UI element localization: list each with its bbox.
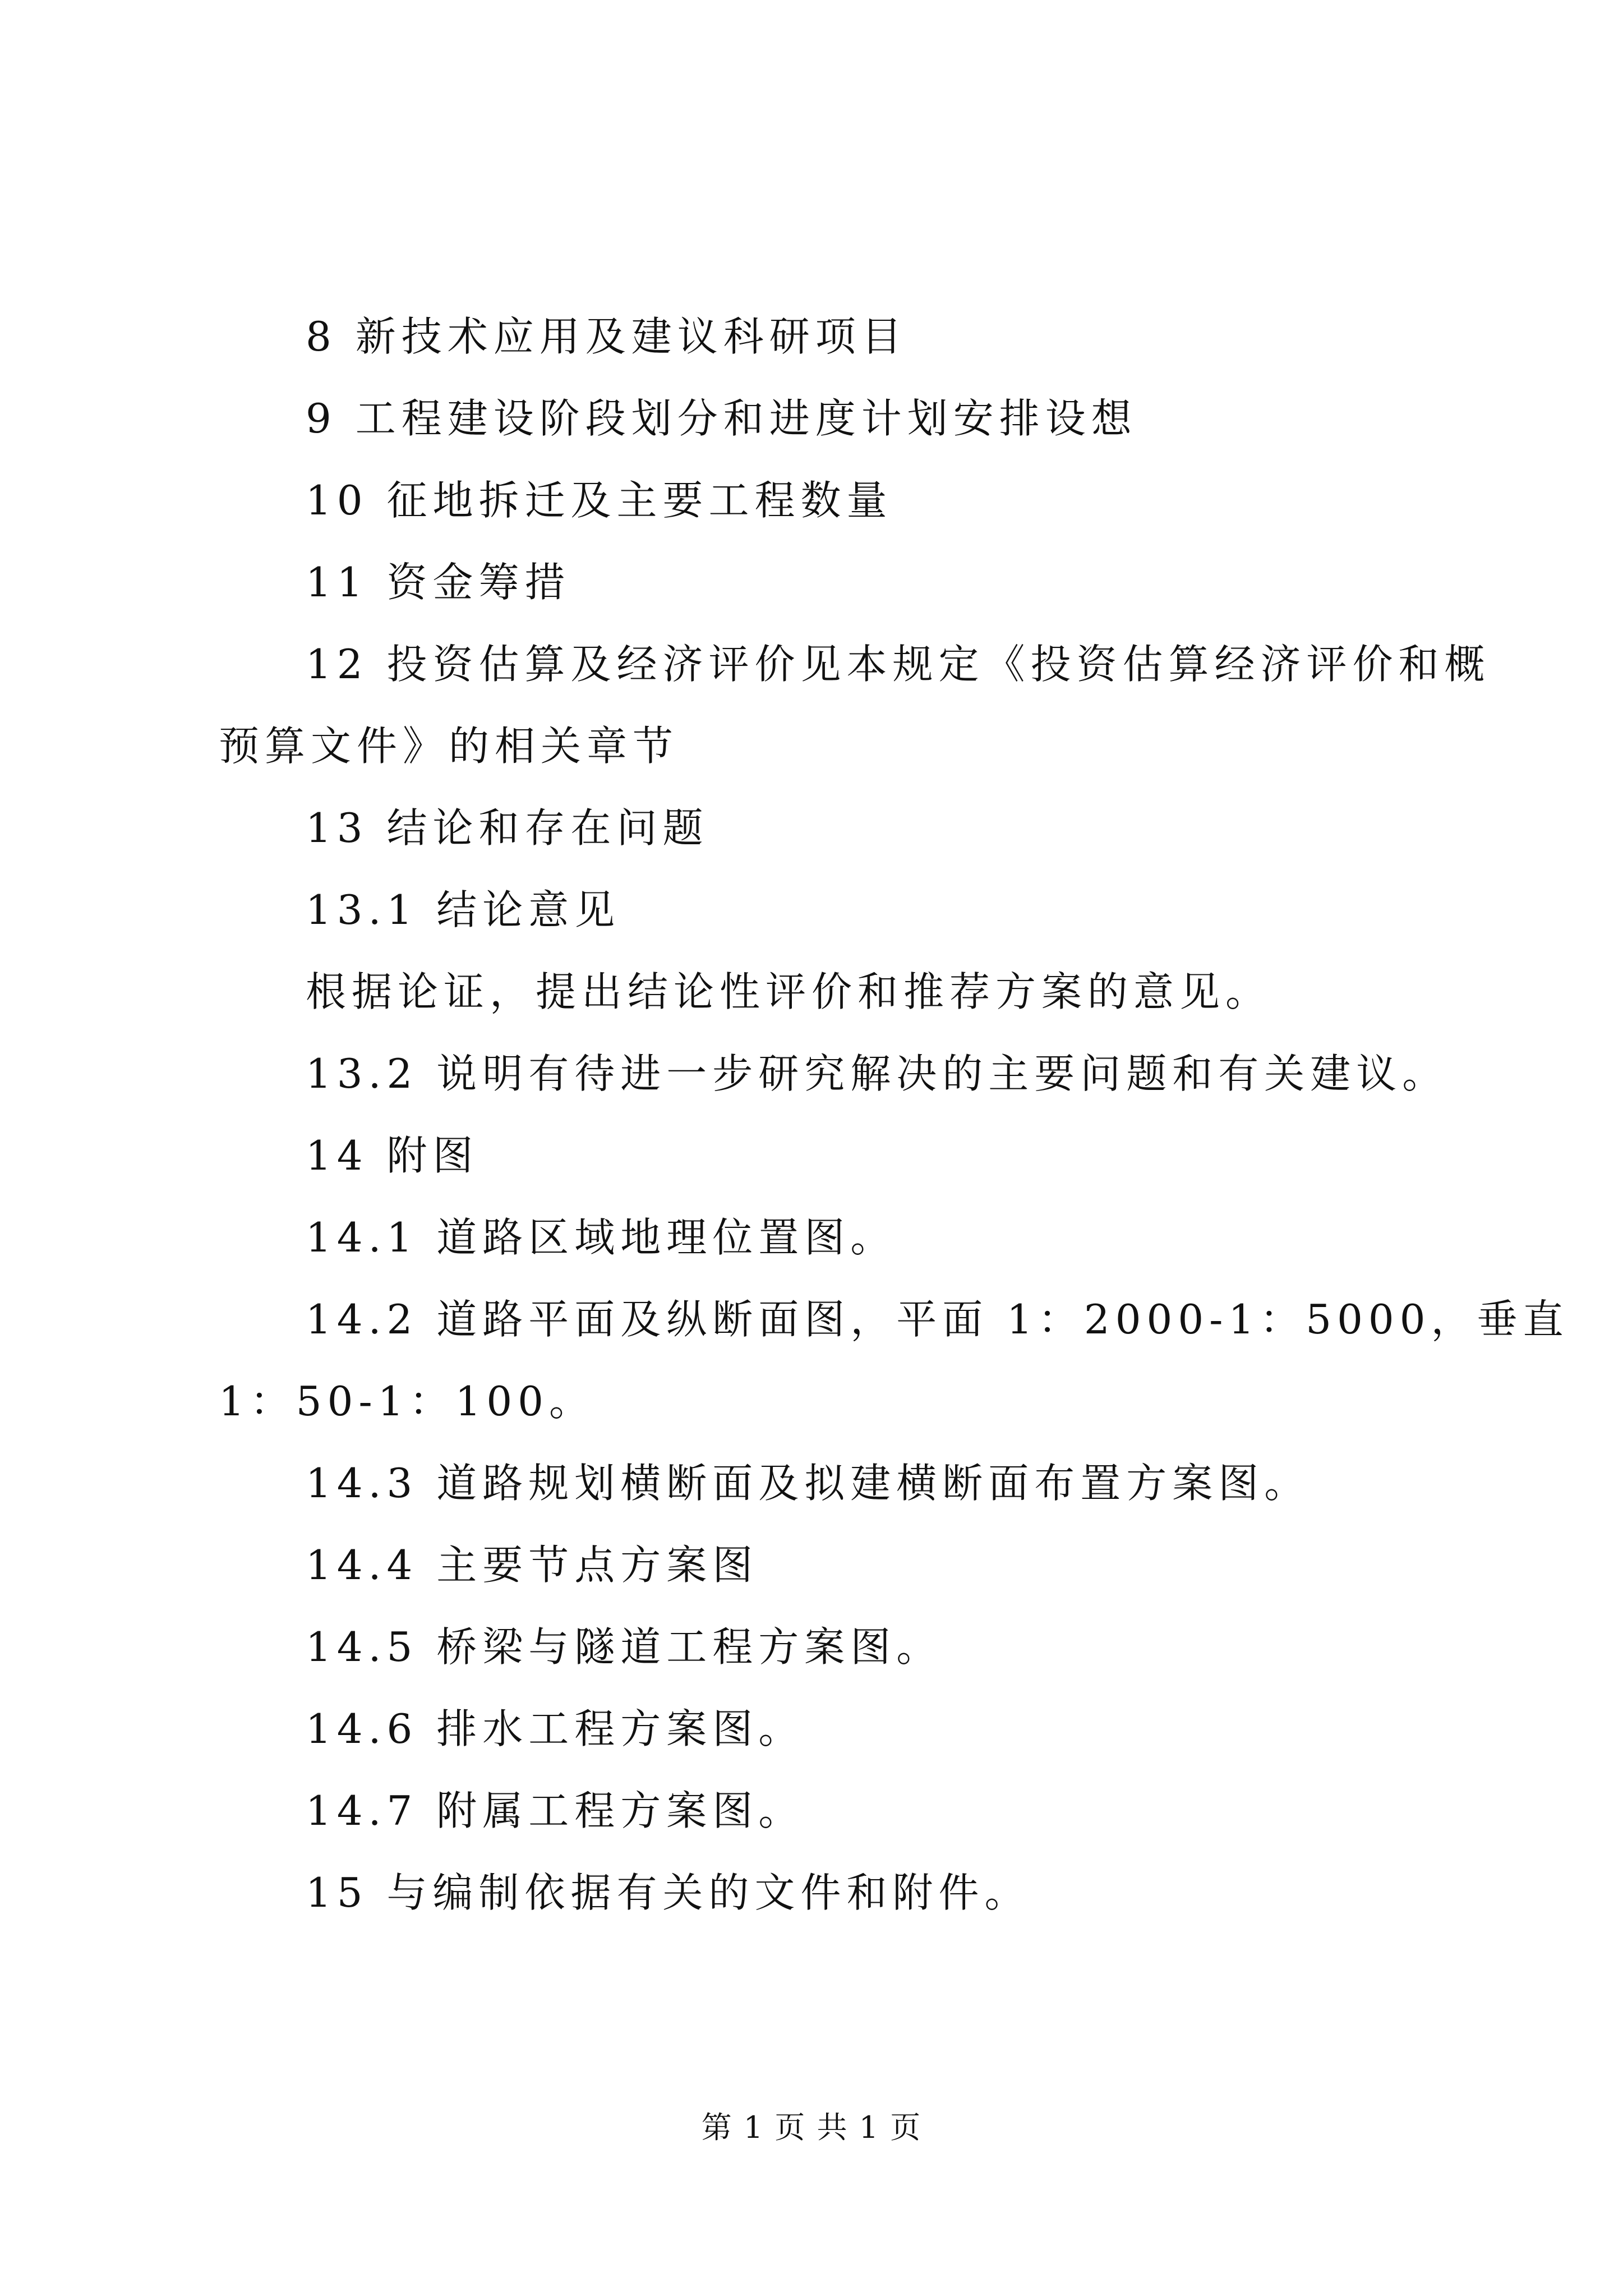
text-line: 13.1 结论意见 — [306, 886, 621, 933]
page-footer: 第 1 页 共 1 页 — [701, 2110, 922, 2145]
text-line: 1：50-1：100。 — [219, 1378, 595, 1425]
text-line: 15 与编制依据有关的文件和附件。 — [306, 1869, 1031, 1916]
text-line: 10 征地拆迁及主要工程数量 — [306, 477, 893, 524]
text-line: 13.2 说明有待进一步研究解决的主要问题和有关建议。 — [306, 1050, 1449, 1097]
text-line: 12 投资估算及经济评价见本规定《投资估算经济评价和概 — [306, 641, 1491, 688]
text-line: 11 资金筹措 — [306, 559, 571, 606]
text-line: 8 新技术应用及建议科研项目 — [306, 313, 907, 360]
text-line: 14.1 道路区域地理位置图。 — [306, 1214, 897, 1261]
text-line: 13 结论和存在问题 — [306, 804, 709, 852]
text-line: 根据论证，提出结论性评价和推荐方案的意见。 — [306, 968, 1272, 1015]
text-line: 14.4 主要节点方案图 — [306, 1542, 759, 1589]
text-line: 14.2 道路平面及纵断面图，平面 1：2000-1：5000，垂直 — [306, 1296, 1569, 1343]
text-line: 14.6 排水工程方案图。 — [306, 1705, 805, 1752]
text-line: 预算文件》的相关章节 — [219, 723, 679, 770]
text-line: 14.7 附属工程方案图。 — [306, 1787, 805, 1834]
text-line: 14.3 道路规划横断面及拟建横断面布置方案图。 — [306, 1460, 1311, 1507]
text-line: 9 工程建设阶段划分和进度计划安排设想 — [306, 395, 1137, 442]
text-line: 14.5 桥梁与隧道工程方案图。 — [306, 1623, 943, 1671]
text-line: 14 附图 — [306, 1132, 479, 1179]
